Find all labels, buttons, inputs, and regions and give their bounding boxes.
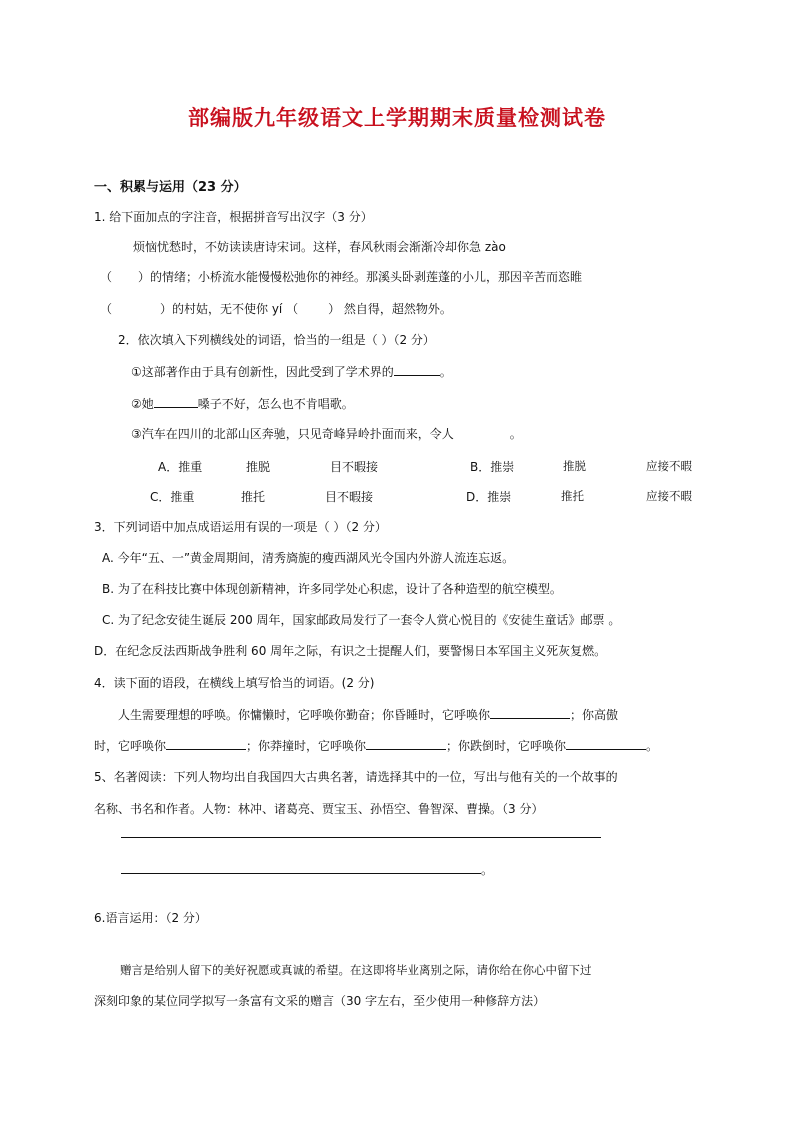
q6-line2: 深刻印象的某位同学拟写一条富有文采的赠言（30 字左右，至少使用一种修辞方法） bbox=[94, 994, 546, 1008]
q2-option-b[interactable]: B．推崇 bbox=[470, 460, 515, 474]
q4-blank-3[interactable] bbox=[366, 737, 446, 750]
q2-option-c-word3: 目不暇接 bbox=[325, 490, 374, 504]
q4-paragraph-line1: 人生需要理想的呼唤。你慵懒时，它呼唤你勤奋；你昏睡时，它呼唤你 ；你高傲 bbox=[118, 708, 619, 722]
q2-stem: 2．依次填入下列横线处的词语，恰当的一组是（ ）（2 分） bbox=[118, 333, 435, 347]
q2-sentence-3: ③汽车在四川的北部山区奔驰，只见奇峰异岭扑面而来，令人 。 bbox=[131, 427, 522, 441]
q2-option-d-word3: 应接不暇 bbox=[646, 489, 692, 503]
q1-line1: 烦恼忧愁时，不妨读读唐诗宋词。这样，春风秋雨会渐渐冷却你急 zào bbox=[133, 240, 506, 254]
q4-blank-2[interactable] bbox=[166, 737, 246, 750]
q2-option-c[interactable]: C．推重 bbox=[150, 490, 195, 504]
q5-answer-line-2[interactable] bbox=[121, 873, 481, 874]
q4-blank-4[interactable] bbox=[566, 737, 646, 750]
q5-end-mark: 。 bbox=[481, 863, 494, 877]
q3-option-a[interactable]: A. 今年“五、一”黄金周期间，清秀旖旎的瘦西湖风光令国内外游人流连忘返。 bbox=[102, 551, 515, 565]
q2-option-b-word2: 推脱 bbox=[563, 459, 586, 473]
q2-option-d-word2: 推托 bbox=[561, 489, 584, 503]
q3-option-c[interactable]: C. 为了纪念安徒生诞辰 200 周年，国家邮政局发行了一套令人赏心悦目的《安徒生童话》邮票 。 bbox=[102, 613, 621, 627]
q2-option-a-word2: 推脱 bbox=[246, 460, 271, 474]
q3-option-b[interactable]: B. 为了在科技比赛中体现创新精神，许多同学处心积虑，设计了各种造型的航空模型。 bbox=[102, 582, 562, 596]
q1-line3: （ ）的村姑，无不使你 yí （ ） 然自得，超然物外。 bbox=[100, 302, 452, 316]
q1-line2: （ ）的情绪；小桥流水能慢慢松弛你的神经。那溪头卧剥莲蓬的小儿，那因辛苦而恣睢 bbox=[100, 270, 583, 284]
q2-option-a-word3: 目不暇接 bbox=[330, 460, 379, 474]
q4-paragraph-line2: 时，它呼唤你 ；你莽撞时，它呼唤你 ；你跌倒时，它呼唤你 。 bbox=[94, 739, 659, 753]
q4-stem: 4．读下面的语段，在横线上填写恰当的词语。(2 分) bbox=[94, 676, 375, 690]
q2-blank-1[interactable] bbox=[394, 363, 440, 376]
q1-stem: 1. 给下面加点的字注音，根据拼音写出汉字（3 分） bbox=[94, 210, 373, 224]
q2-sentence-2: ②她 嗓子不好，怎么也不肯唱歌。 bbox=[131, 397, 354, 411]
q6-line1: 赠言是给别人留下的美好祝愿或真诚的希望。在这即将毕业离别之际，请你给在你心中留下过 bbox=[120, 963, 592, 977]
q2-sentence-1: ①这部著作由于具有创新性，因此受到了学术界的 。 bbox=[131, 365, 452, 379]
q5-answer-line-1[interactable] bbox=[121, 837, 601, 838]
q5-line2: 名称、书名和作者。人物：林冲、诸葛亮、贾宝玉、孙悟空、鲁智深、曹操。（3 分） bbox=[94, 802, 544, 816]
q2-option-a[interactable]: A．推重 bbox=[158, 460, 203, 474]
q6-stem: 6.语言运用：（2 分） bbox=[94, 911, 207, 925]
section-heading: 一、积累与运用（23 分） bbox=[94, 180, 247, 195]
q2-option-c-word2: 推托 bbox=[241, 490, 266, 504]
q2-option-b-word3: 应接不暇 bbox=[646, 459, 692, 473]
q3-option-d[interactable]: D．在纪念反法西斯战争胜利 60 周年之际，有识之士提醒人们，要警惕日本军国主义死灰复燃。 bbox=[94, 644, 607, 658]
page-title: 部编版九年级语文上学期期末质量检测试卷 bbox=[188, 105, 606, 130]
q2-option-d[interactable]: D．推崇 bbox=[466, 490, 512, 504]
q2-blank-2[interactable] bbox=[154, 395, 198, 408]
q4-blank-1[interactable] bbox=[490, 706, 570, 719]
q5-line1: 5、名著阅读：下列人物均出自我国四大古典名著，请选择其中的一位，写出与他有关的一个故事的 bbox=[94, 770, 618, 784]
q3-stem: 3．下列词语中加点成语运用有误的一项是（ ）（2 分） bbox=[94, 520, 387, 534]
